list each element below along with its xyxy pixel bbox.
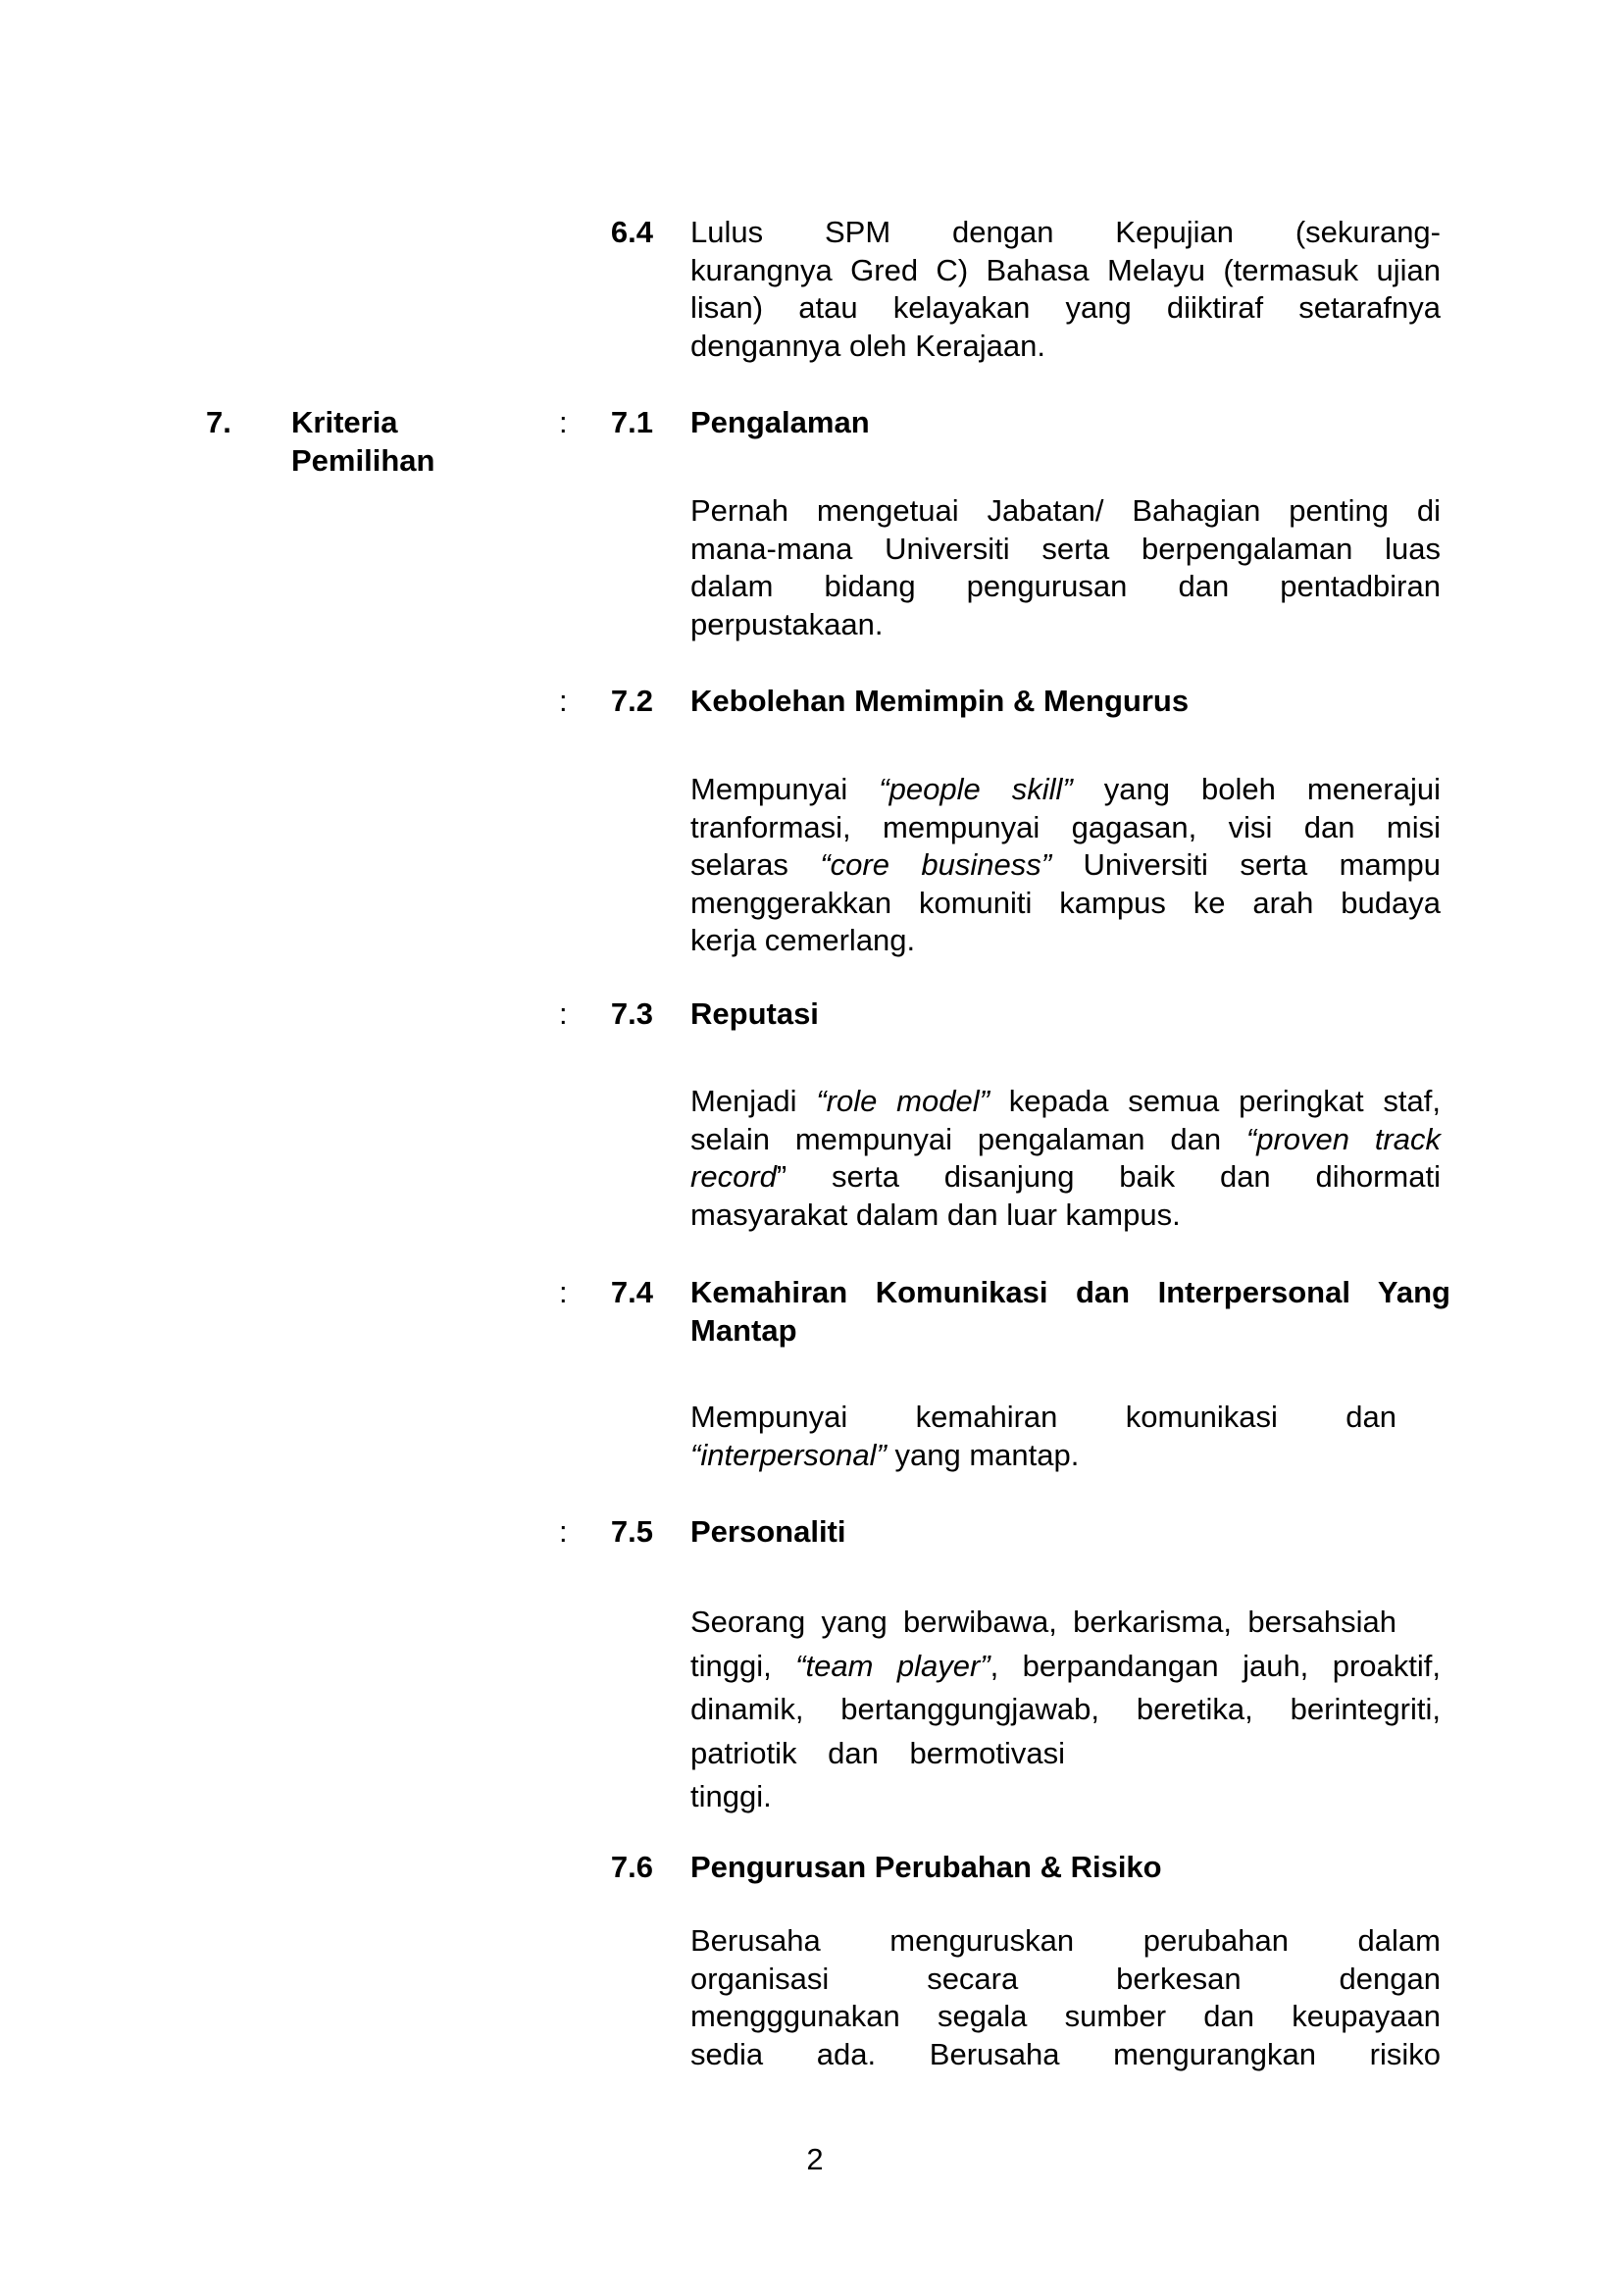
item-7-4-line-1: Mempunyai kemahiran komunikasi dan (690, 1400, 1396, 1434)
item-7-2-line-4: menggerakkan komuniti kampus ke arah budaya (690, 885, 1441, 920)
item-7-3-line-2 (690, 1121, 1441, 1159)
item-7-5-text (690, 1601, 1441, 1819)
item-7-2-heading: Kebolehan Memimpin & Mengurus (690, 684, 1190, 718)
item-7-2-line-1-c: yang boleh menerajui (1072, 772, 1442, 806)
item-7-3-line-4: masyarakat dalam dan luar kampus. (690, 1197, 1181, 1232)
item-7-1-text (690, 492, 1441, 643)
item-7-6-number: 7.6 (610, 1850, 653, 1884)
item-7-3-number: 7.3 (610, 996, 653, 1031)
item-7-5-line-3: dinamik, bertanggungjawab, beretika, berintegriti, (690, 1692, 1441, 1726)
colon-7-4: : (559, 1275, 568, 1309)
page-number: 2 (806, 2142, 824, 2176)
item-7-3-heading: Reputasi (690, 996, 819, 1031)
item-7-3-line-1 (690, 1083, 1441, 1121)
item-7-6-heading: Pengurusan Perubahan & Risiko (690, 1850, 1162, 1884)
item-7-1-number: 7.1 (610, 405, 653, 439)
item-7-5-line-2-c: , berpandangan jauh, proaktif, (990, 1648, 1441, 1683)
item-7-2-line-3-c: Universiti serta mampu (1051, 847, 1442, 882)
item-7-4-heading-line-1: Kemahiran Komunikasi dan Interpersonal Yang (690, 1275, 1450, 1309)
item-6-4-line-1: Lulus SPM dengan Kepujian (sekurang- (690, 215, 1441, 249)
item-7-6-line-4: sedia ada. Berusaha mengurangkan risiko (690, 2036, 1441, 2071)
item-7-4-line-2 (690, 1437, 1441, 1475)
item-7-2-line-2: tranformasi, mempunyai gagasan, visi dan misi (690, 809, 1441, 844)
item-7-2-line-1-italic: “people skill” (879, 772, 1073, 806)
item-7-3-line-3-b: ” serta disanjung baik dan dihormati (776, 1159, 1441, 1194)
item-7-4-line-2-b: yang mantap. (886, 1437, 1080, 1472)
colon-7-2: : (559, 684, 568, 718)
item-7-1-heading: Pengalaman (690, 405, 870, 439)
item-7-4-line-2-italic: “interpersonal” (690, 1437, 887, 1472)
item-7-3-line-1-a: Menjadi (690, 1084, 817, 1118)
item-6-4-line-4: dengannya oleh Kerajaan. (690, 328, 1045, 363)
item-6-4-line-3: lisan) atau kelayakan yang diiktiraf setarafnya (690, 290, 1441, 325)
item-7-3-line-1-c: kepada semua peringkat staf, (989, 1084, 1441, 1118)
item-7-3-line-3-italic: record (690, 1159, 777, 1194)
item-7-4-heading-line-2: Mantap (690, 1312, 797, 1348)
section-7-title-line-2: Pemilihan (291, 442, 435, 478)
item-7-3-line-2-italic: “proven track (1245, 1121, 1441, 1156)
item-7-2-number: 7.2 (610, 684, 653, 718)
section-7-title-line-1: Kriteria (291, 405, 398, 439)
item-7-1-line-2: mana-mana Universiti serta berpengalaman luas (690, 531, 1441, 566)
item-7-1-line-4: perpustakaan. (690, 606, 884, 641)
item-7-4-heading (690, 1274, 1450, 1350)
item-7-5-line-4: patriotik dan bermotivasi (690, 1735, 1065, 1770)
colon-7-3: : (559, 996, 568, 1031)
item-7-6-line-2: organisasi secara berkesan dengan (690, 1961, 1441, 1996)
item-7-2-line-3 (690, 846, 1441, 885)
section-7-number: 7. (206, 405, 231, 439)
item-7-3-line-1-italic: “role model” (816, 1084, 990, 1118)
item-7-6-line-1: Berusaha menguruskan perubahan dalam (690, 1923, 1441, 1958)
item-7-5-heading: Personaliti (690, 1514, 846, 1549)
item-7-3-line-2-a: selain mempunyai pengalaman dan (690, 1121, 1246, 1156)
item-7-1-line-1: Pernah mengetuai Jabatan/ Bahagian penting di (690, 493, 1441, 528)
item-7-2-line-3-italic: “core business” (820, 847, 1052, 882)
item-6-4-text (690, 214, 1441, 365)
item-7-2-line-1 (690, 771, 1441, 809)
item-7-5-line-5: tinggi. (690, 1779, 772, 1813)
item-7-5-line-2-italic: “team player” (795, 1648, 990, 1683)
item-7-3-text (690, 1083, 1441, 1234)
item-7-2-text (690, 771, 1441, 960)
section-7-title (291, 404, 434, 480)
colon-7-5: : (559, 1514, 568, 1549)
item-7-2-line-3-a: selaras (690, 847, 821, 882)
item-7-2-line-5: kerja cemerlang. (690, 923, 916, 957)
item-7-1-line-3: dalam bidang pengurusan dan pentadbiran (690, 569, 1441, 603)
item-7-4-number: 7.4 (610, 1275, 653, 1309)
colon-7-1: : (559, 405, 568, 439)
item-7-2-line-1-a: Mempunyai (690, 772, 880, 806)
item-7-4-text (690, 1399, 1396, 1474)
item-7-6-line-3: mengggunakan segala sumber dan keupayaan (690, 1999, 1441, 2033)
item-7-6-text (690, 1922, 1441, 2073)
item-6-4-line-2: kurangnya Gred C) Bahasa Melayu (termasuk ujian (690, 252, 1441, 287)
item-7-5-line-2 (690, 1645, 1441, 1689)
item-7-5-number: 7.5 (610, 1514, 653, 1549)
item-6-4-number: 6.4 (610, 215, 653, 249)
item-7-5-line-1: Seorang yang berwibawa, berkarisma, bersahsiah (690, 1605, 1396, 1639)
item-7-5-line-2-a: tinggi, (690, 1648, 796, 1683)
item-7-3-line-3 (690, 1158, 1441, 1197)
